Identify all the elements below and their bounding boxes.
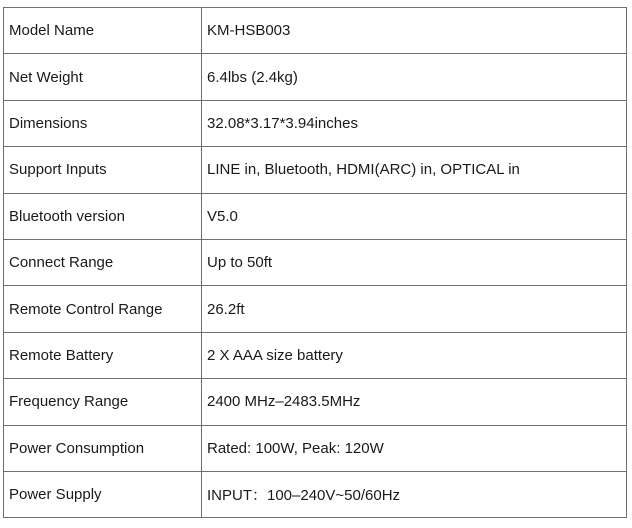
- spec-name: Remote Control Range: [4, 286, 202, 332]
- table-row: [4, 425, 627, 471]
- table-row: [4, 100, 627, 146]
- spec-name: Power Consumption: [4, 425, 202, 471]
- spec-name: Remote Battery: [4, 332, 202, 378]
- spec-name: Connect Range: [4, 239, 202, 285]
- spec-value: 32.08*3.17*3.94inches: [202, 100, 627, 146]
- table-row: [4, 286, 627, 332]
- table-row: [4, 193, 627, 239]
- table-row: [4, 332, 627, 378]
- spec-name: Net Weight: [4, 54, 202, 100]
- spec-name: Power Supply: [4, 471, 202, 517]
- table-row: [4, 147, 627, 193]
- spec-table: [3, 7, 627, 518]
- spec-value: 2400 MHz–2483.5MHz: [202, 379, 627, 425]
- spec-value: Rated: 100W, Peak: 120W: [202, 425, 627, 471]
- spec-value: 2 X AAA size battery: [202, 332, 627, 378]
- table-row: [4, 471, 627, 517]
- spec-value: 6.4lbs (2.4kg): [202, 54, 627, 100]
- spec-name: Support Inputs: [4, 147, 202, 193]
- table-row: [4, 379, 627, 425]
- spec-value: LINE in, Bluetooth, HDMI(ARC) in, OPTICAL in: [202, 147, 627, 193]
- table-row: [4, 54, 627, 100]
- table-row: [4, 239, 627, 285]
- spec-name: Bluetooth version: [4, 193, 202, 239]
- spec-name: Frequency Range: [4, 379, 202, 425]
- spec-name: Dimensions: [4, 100, 202, 146]
- spec-value: 26.2ft: [202, 286, 627, 332]
- spec-value: INPUT：100–240V~50/60Hz: [202, 471, 627, 517]
- spec-value: Up to 50ft: [202, 239, 627, 285]
- spec-value: V5.0: [202, 193, 627, 239]
- table-row: [4, 8, 627, 54]
- spec-value: KM-HSB003: [202, 8, 627, 54]
- spec-name: Model Name: [4, 8, 202, 54]
